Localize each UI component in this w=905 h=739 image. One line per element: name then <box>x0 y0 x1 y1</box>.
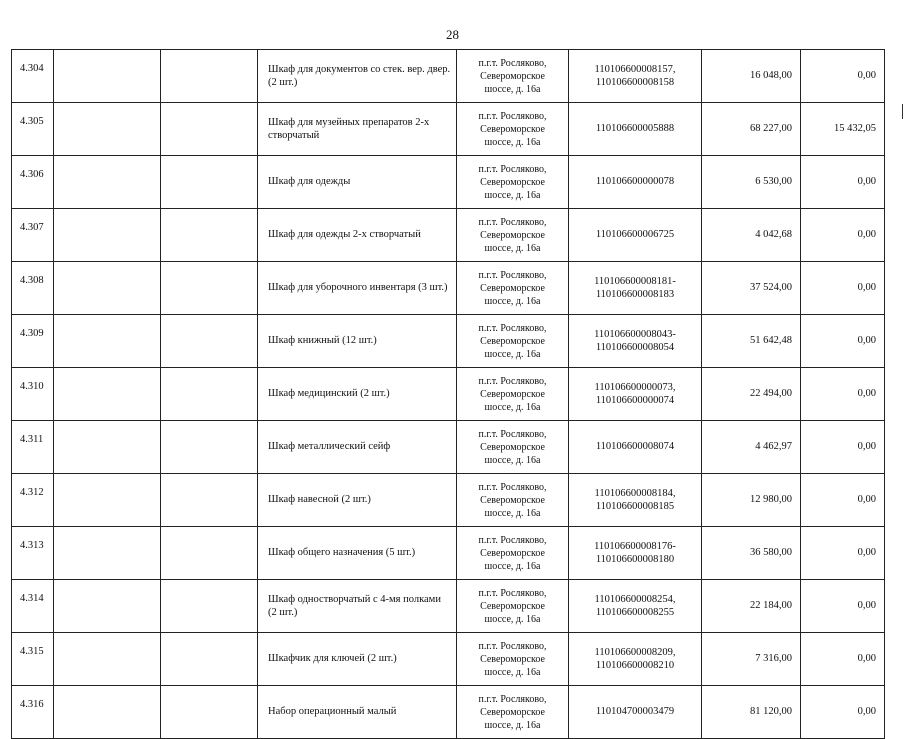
address-line: Североморское <box>480 282 545 294</box>
book-value-cell: 81 120,00 <box>702 686 801 739</box>
inventory-number: 110106600008043- <box>594 328 676 340</box>
residual-value-cell: 15 432,05 <box>801 103 885 156</box>
item-name-cell: Шкаф металлический сейф <box>258 421 457 474</box>
inventory-number-cell <box>569 633 702 686</box>
item-name-cell: Шкаф одностворчатый с 4-мя полками (2 шт.) <box>258 580 457 633</box>
empty-cell <box>161 262 258 315</box>
address-line: шоссе, д. 16а <box>484 348 541 360</box>
row-number-cell: 4.312 <box>12 474 54 527</box>
empty-cell <box>54 50 161 103</box>
inventory-number: 110106600008185 <box>595 501 675 512</box>
inventory-number-cell <box>569 421 702 474</box>
item-name-cell: Шкаф для одежды <box>258 156 457 209</box>
empty-cell <box>54 262 161 315</box>
address-line: п.г.т. Росляково, <box>478 640 547 652</box>
address-line: п.г.т. Росляково, <box>478 163 547 175</box>
inventory-number: 110106600008210 <box>595 660 675 671</box>
address-line: Североморское <box>480 123 545 135</box>
address-cell <box>457 50 569 103</box>
residual-value-cell: 0,00 <box>801 368 885 421</box>
address-line: п.г.т. Росляково, <box>478 57 547 69</box>
inventory-number: 110106600008054 <box>595 342 675 353</box>
book-value-cell: 12 980,00 <box>702 474 801 527</box>
row-number-cell: 4.311 <box>12 421 54 474</box>
empty-cell <box>54 580 161 633</box>
item-name-cell: Шкаф общего назначения (5 шт.) <box>258 527 457 580</box>
inventory-number: 110106600006725 <box>595 229 675 241</box>
inventory-number: 110106600008157, <box>594 63 676 75</box>
address-cell <box>457 474 569 527</box>
address-line: шоссе, д. 16а <box>484 719 541 731</box>
address-cell <box>457 262 569 315</box>
book-value-cell: 16 048,00 <box>702 50 801 103</box>
row-number-cell: 4.313 <box>12 527 54 580</box>
address-cell <box>457 633 569 686</box>
residual-value-cell: 0,00 <box>801 50 885 103</box>
row-number-cell: 4.314 <box>12 580 54 633</box>
residual-value-cell: 0,00 <box>801 686 885 739</box>
empty-cell <box>161 209 258 262</box>
address-cell <box>457 686 569 739</box>
empty-cell <box>54 474 161 527</box>
address-line: п.г.т. Росляково, <box>478 322 547 334</box>
row-number-cell: 4.315 <box>12 633 54 686</box>
inventory-number-cell <box>569 156 702 209</box>
row-number-cell: 4.310 <box>12 368 54 421</box>
empty-cell <box>54 368 161 421</box>
empty-cell <box>54 209 161 262</box>
inventory-number-cell <box>569 315 702 368</box>
inventory-number: 110106600008184, <box>594 487 676 499</box>
address-line: п.г.т. Росляково, <box>478 375 547 387</box>
empty-cell <box>54 103 161 156</box>
address-line: шоссе, д. 16а <box>484 136 541 148</box>
address-line: шоссе, д. 16а <box>484 295 541 307</box>
item-name-cell: Шкаф навесной (2 шт.) <box>258 474 457 527</box>
empty-cell <box>161 50 258 103</box>
empty-cell <box>161 633 258 686</box>
empty-cell <box>54 633 161 686</box>
row-number-cell: 4.308 <box>12 262 54 315</box>
inventory-number: 110106600008181- <box>594 275 676 287</box>
inventory-number: 110106600005888 <box>595 123 675 135</box>
address-line: п.г.т. Росляково, <box>478 110 547 122</box>
table-row <box>12 686 885 739</box>
empty-cell <box>161 368 258 421</box>
address-line: Североморское <box>480 176 545 188</box>
item-name-cell: Шкаф медицинский (2 шт.) <box>258 368 457 421</box>
empty-cell <box>54 527 161 580</box>
inventory-number: 110106600008255 <box>595 607 675 618</box>
residual-value-cell: 0,00 <box>801 474 885 527</box>
inventory-number-cell <box>569 209 702 262</box>
address-cell <box>457 580 569 633</box>
address-line: шоссе, д. 16а <box>484 401 541 413</box>
address-cell <box>457 209 569 262</box>
inventory-number-cell <box>569 686 702 739</box>
empty-cell <box>54 156 161 209</box>
table-row <box>12 421 885 474</box>
address-cell <box>457 315 569 368</box>
property-table <box>11 49 885 739</box>
inventory-number-cell <box>569 50 702 103</box>
inventory-number: 110106600008176- <box>594 540 676 552</box>
empty-cell <box>161 686 258 739</box>
residual-value-cell: 0,00 <box>801 633 885 686</box>
address-cell <box>457 421 569 474</box>
address-line: Североморское <box>480 70 545 82</box>
address-line: п.г.т. Росляково, <box>478 428 547 440</box>
item-name-cell: Набор операционный малый <box>258 686 457 739</box>
row-number-cell: 4.306 <box>12 156 54 209</box>
item-name-cell: Шкаф для музейных препаратов 2-х створчатый <box>258 103 457 156</box>
address-line: Североморское <box>480 547 545 559</box>
inventory-number-cell <box>569 368 702 421</box>
table-row <box>12 50 885 103</box>
item-name-cell: Шкафчик для ключей (2 шт.) <box>258 633 457 686</box>
inventory-number: 110106600008180 <box>595 554 675 565</box>
row-number-cell: 4.304 <box>12 50 54 103</box>
empty-cell <box>161 421 258 474</box>
residual-value-cell: 0,00 <box>801 262 885 315</box>
empty-cell <box>161 474 258 527</box>
residual-value-cell: 0,00 <box>801 209 885 262</box>
address-cell <box>457 103 569 156</box>
table-body <box>12 50 885 739</box>
empty-cell <box>161 580 258 633</box>
address-line: Североморское <box>480 441 545 453</box>
item-name-cell: Шкаф для одежды 2-х створчатый <box>258 209 457 262</box>
item-name-cell: Шкаф книжный (12 шт.) <box>258 315 457 368</box>
empty-cell <box>161 315 258 368</box>
table-row <box>12 580 885 633</box>
inventory-number: 110106600008254, <box>594 593 676 605</box>
address-line: Североморское <box>480 653 545 665</box>
address-line: п.г.т. Росляково, <box>478 693 547 705</box>
address-line: Североморское <box>480 229 545 241</box>
address-line: Североморское <box>480 600 545 612</box>
inventory-number-cell <box>569 580 702 633</box>
inventory-number: 110106600000073, <box>594 381 676 393</box>
address-line: шоссе, д. 16а <box>484 666 541 678</box>
address-line: шоссе, д. 16а <box>484 454 541 466</box>
address-cell <box>457 156 569 209</box>
residual-value-cell: 0,00 <box>801 527 885 580</box>
address-line: шоссе, д. 16а <box>484 189 541 201</box>
book-value-cell: 36 580,00 <box>702 527 801 580</box>
table-row <box>12 633 885 686</box>
empty-cell <box>54 315 161 368</box>
empty-cell <box>161 156 258 209</box>
inventory-number: 110106600008158 <box>595 77 675 88</box>
residual-value-cell: 0,00 <box>801 156 885 209</box>
address-line: Североморское <box>480 335 545 347</box>
book-value-cell: 37 524,00 <box>702 262 801 315</box>
address-line: п.г.т. Росляково, <box>478 534 547 546</box>
table-row <box>12 156 885 209</box>
table-row <box>12 209 885 262</box>
inventory-number-cell <box>569 527 702 580</box>
inventory-number-cell <box>569 103 702 156</box>
address-line: п.г.т. Росляково, <box>478 269 547 281</box>
inventory-number-cell <box>569 474 702 527</box>
table-row <box>12 527 885 580</box>
inventory-number: 110106600008183 <box>595 289 675 300</box>
address-line: шоссе, д. 16а <box>484 507 541 519</box>
inventory-number: 110106600000078 <box>595 176 675 188</box>
item-name-cell: Шкаф для документов со стек. вер. двер. (2 шт.) <box>258 50 457 103</box>
book-value-cell: 68 227,00 <box>702 103 801 156</box>
address-line: п.г.т. Росляково, <box>478 481 547 493</box>
inventory-number-cell <box>569 262 702 315</box>
table-row <box>12 474 885 527</box>
address-line: Североморское <box>480 388 545 400</box>
book-value-cell: 51 642,48 <box>702 315 801 368</box>
book-value-cell: 6 530,00 <box>702 156 801 209</box>
book-value-cell: 22 494,00 <box>702 368 801 421</box>
row-number-cell: 4.305 <box>12 103 54 156</box>
address-line: шоссе, д. 16а <box>484 560 541 572</box>
address-line: шоссе, д. 16а <box>484 83 541 95</box>
table-row <box>12 315 885 368</box>
address-line: шоссе, д. 16а <box>484 242 541 254</box>
empty-cell <box>54 686 161 739</box>
book-value-cell: 4 462,97 <box>702 421 801 474</box>
address-line: п.г.т. Росляково, <box>478 216 547 228</box>
table-row <box>12 368 885 421</box>
book-value-cell: 22 184,00 <box>702 580 801 633</box>
empty-cell <box>161 527 258 580</box>
address-cell <box>457 527 569 580</box>
row-number-cell: 4.307 <box>12 209 54 262</box>
empty-cell <box>54 421 161 474</box>
address-cell <box>457 368 569 421</box>
table-row <box>12 262 885 315</box>
book-value-cell: 4 042,68 <box>702 209 801 262</box>
page-number: 28 <box>446 27 459 42</box>
address-line: Североморское <box>480 494 545 506</box>
item-name-cell: Шкаф для уборочного инвентаря (3 шт.) <box>258 262 457 315</box>
address-line: Североморское <box>480 706 545 718</box>
empty-cell <box>161 103 258 156</box>
inventory-number: 110104700003479 <box>595 706 675 718</box>
residual-value-cell: 0,00 <box>801 421 885 474</box>
residual-value-cell: 0,00 <box>801 315 885 368</box>
residual-value-cell: 0,00 <box>801 580 885 633</box>
inventory-number: 110106600008209, <box>594 646 676 658</box>
book-value-cell: 7 316,00 <box>702 633 801 686</box>
inventory-number: 110106600000074 <box>595 395 675 406</box>
inventory-number: 110106600008074 <box>595 441 675 453</box>
address-line: п.г.т. Росляково, <box>478 587 547 599</box>
margin-mark <box>902 104 903 119</box>
row-number-cell: 4.316 <box>12 686 54 739</box>
row-number-cell: 4.309 <box>12 315 54 368</box>
table-row <box>12 103 885 156</box>
address-line: шоссе, д. 16а <box>484 613 541 625</box>
